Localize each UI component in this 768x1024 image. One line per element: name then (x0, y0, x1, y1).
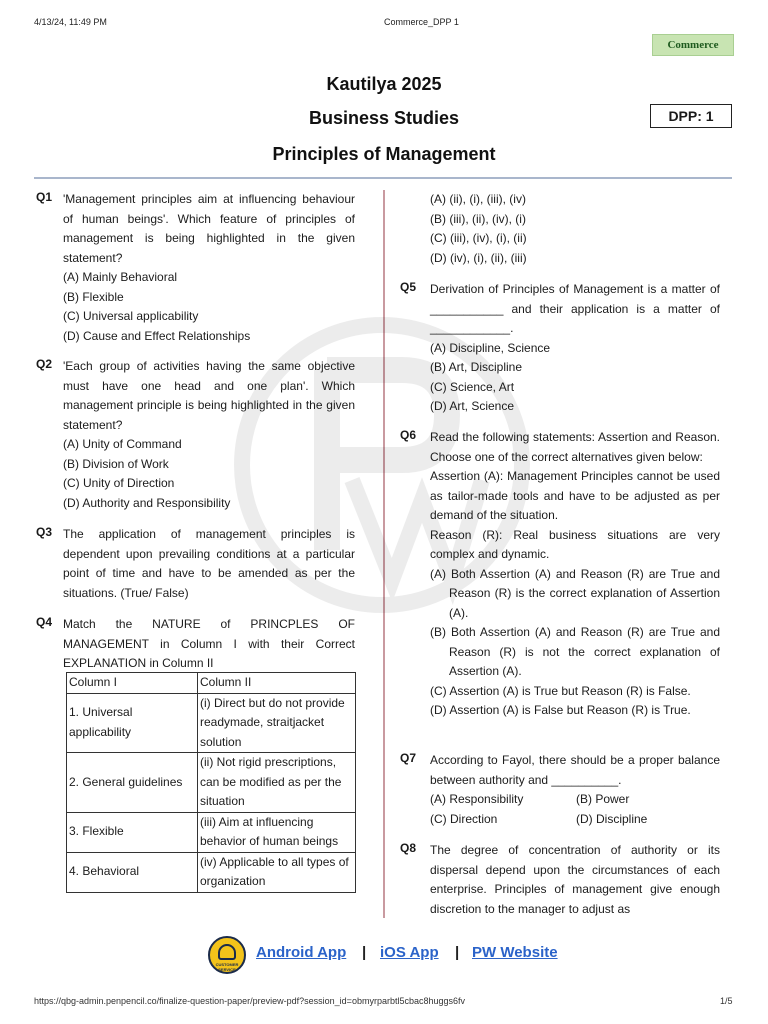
option: (D) Authority and Responsibility (63, 495, 231, 510)
table-cell: (ii) Not rigid prescriptions, can be modified as per the situation (198, 753, 356, 813)
question-q4 (63, 615, 355, 674)
option: (D) Assertion (A) is False but Reason (R) is True. (430, 703, 691, 717)
question-number: Q1 (36, 190, 53, 204)
table-cell: 3. Flexible (67, 812, 198, 852)
chapter-title: Principles of Management (272, 144, 496, 164)
table-row (67, 812, 356, 852)
question-number: Q4 (36, 615, 53, 629)
table-cell: 2. General guidelines (67, 753, 198, 813)
option: (C) Direction (430, 811, 498, 826)
customer-service-logo-icon (208, 936, 246, 974)
option: (B) Flexible (63, 289, 124, 304)
question-text: Match the NATURE of PRINCPLES OF MANAGEMENT in Column I with their Correct EXPLANATION in Column II (63, 617, 355, 670)
option: (D) (iv), (i), (ii), (iii) (430, 250, 527, 265)
table-row (67, 852, 356, 892)
page-number: 1/5 (720, 996, 733, 1006)
question-q5 (430, 280, 720, 417)
option: (C) Universal applicability (63, 309, 199, 323)
question-text: The degree of concentration of authority or its dispersal depend upon the circumstances of each enterprise. Principles of management give enough discretion to the manager to adjust as (430, 843, 720, 916)
option: (B) Both Assertion (A) and Reason (R) are True and Reason (R) is not the correct explanation of Assertion (A). (430, 625, 720, 678)
question-number: Q6 (400, 428, 417, 442)
question-text: 'Each group of activities having the same objective must have one head and one plan'. Which management principle is being highlighted in the given statement? (63, 359, 355, 432)
table-row (67, 693, 356, 753)
question-q2 (63, 357, 355, 513)
table-header: Column I (67, 673, 198, 694)
table-cell: (i) Direct but do not provide readymade, straitjacket solution (198, 693, 356, 753)
logo-text: CUSTOMER SERVICE (215, 962, 239, 972)
question-q1 (63, 190, 355, 346)
table-cell: 4. Behavioral (67, 852, 198, 892)
print-datetime: 4/13/24, 11:49 PM (34, 17, 107, 27)
question-number: Q7 (400, 751, 417, 765)
ios-app-link[interactable]: iOS App (380, 944, 439, 961)
q4-options (430, 190, 720, 268)
print-doc-title: Commerce_DPP 1 (384, 17, 459, 27)
table-header-row (67, 673, 356, 694)
reason-text: Reason (R): Real business situations are very complex and dynamic. (430, 527, 720, 561)
option: (B) Division of Work (63, 456, 169, 471)
option: (A) Both Assertion (A) and Reason (R) are True and Reason (R) is the correct explanation of Assertion (A). (430, 566, 720, 620)
option: (C) (iii), (iv), (i), (ii) (430, 231, 527, 245)
option: (D) Discipline (576, 811, 648, 826)
option: (B) Power (576, 792, 630, 806)
question-text: According to Fayol, there should be a proper balance between authority and __________. (430, 753, 720, 787)
table-cell: (iii) Aim at influencing behavior of human beings (198, 812, 356, 852)
option: (C) Unity of Direction (63, 476, 175, 490)
option: (D) Art, Science (430, 399, 515, 413)
question-q3 (63, 525, 355, 603)
option: (A) Mainly Behavioral (63, 270, 178, 284)
table-row (67, 753, 356, 813)
subject-badge: Commerce (652, 34, 734, 56)
question-number: Q5 (400, 280, 417, 294)
table-cell: 1. Universal applicability (67, 693, 198, 753)
option: (B) Art, Discipline (430, 360, 523, 374)
headset-icon (218, 944, 236, 960)
option: (C) Science, Art (430, 379, 515, 394)
question-number: Q2 (36, 357, 53, 371)
page-url: https://qbg-admin.penpencil.co/finalize-question-paper/preview-pdf?session_id=obmyrparbtl5cbac8huggs6fv (34, 996, 466, 1006)
option-row (430, 810, 720, 830)
option: (A) Unity of Command (63, 437, 182, 451)
question-text: 'Management principles aim at influencing behaviour of human beings'. Which feature of principles of management is being highlighted in the given statement? (63, 192, 355, 265)
question-text: The application of management principles is dependent upon prevailing conditions at a particular point of time and have to be amended as per the situations. (True/ False) (63, 527, 355, 600)
option: (C) Assertion (A) is True but Reason (R) is False. (430, 683, 691, 698)
link-separator: | (362, 944, 367, 961)
question-text: Read the following statements: Assertion and Reason. Choose one of the correct alternatives given below: (430, 430, 720, 464)
option: (B) (iii), (ii), (iv), (i) (430, 211, 526, 226)
subject-title: Business Studies (308, 108, 460, 128)
batch-title: Kautilya 2025 (326, 74, 442, 94)
question-number: Q8 (400, 841, 417, 855)
android-app-link[interactable]: Android App (256, 944, 347, 961)
link-separator: | (455, 944, 460, 961)
dpp-label: DPP: 1 (650, 104, 732, 128)
assertion-text: Assertion (A): Management Principles cannot be used as tailor-made tools and have to be adjusted as per demand of the situation. (430, 469, 720, 522)
option: (A) (ii), (i), (iii), (iv) (430, 192, 526, 206)
option-row (430, 790, 720, 810)
table-header: Column II (198, 673, 356, 694)
pw-website-link[interactable]: PW Website (472, 944, 558, 961)
table-cell: (iv) Applicable to all types of organization (198, 852, 356, 892)
option: (A) Discipline, Science (430, 340, 551, 355)
option: (D) Cause and Effect Relationships (63, 328, 251, 343)
question-q7 (430, 751, 720, 829)
option: (A) Responsibility (430, 792, 524, 806)
header-divider (34, 177, 732, 179)
question-text: Derivation of Principles of Management is a matter of ___________ and their application is a matter of ____________. (430, 282, 720, 335)
column-divider (383, 190, 385, 918)
question-q6 (430, 428, 720, 721)
question-number: Q3 (36, 525, 53, 539)
question-q8 (430, 841, 720, 919)
match-table (66, 672, 356, 893)
